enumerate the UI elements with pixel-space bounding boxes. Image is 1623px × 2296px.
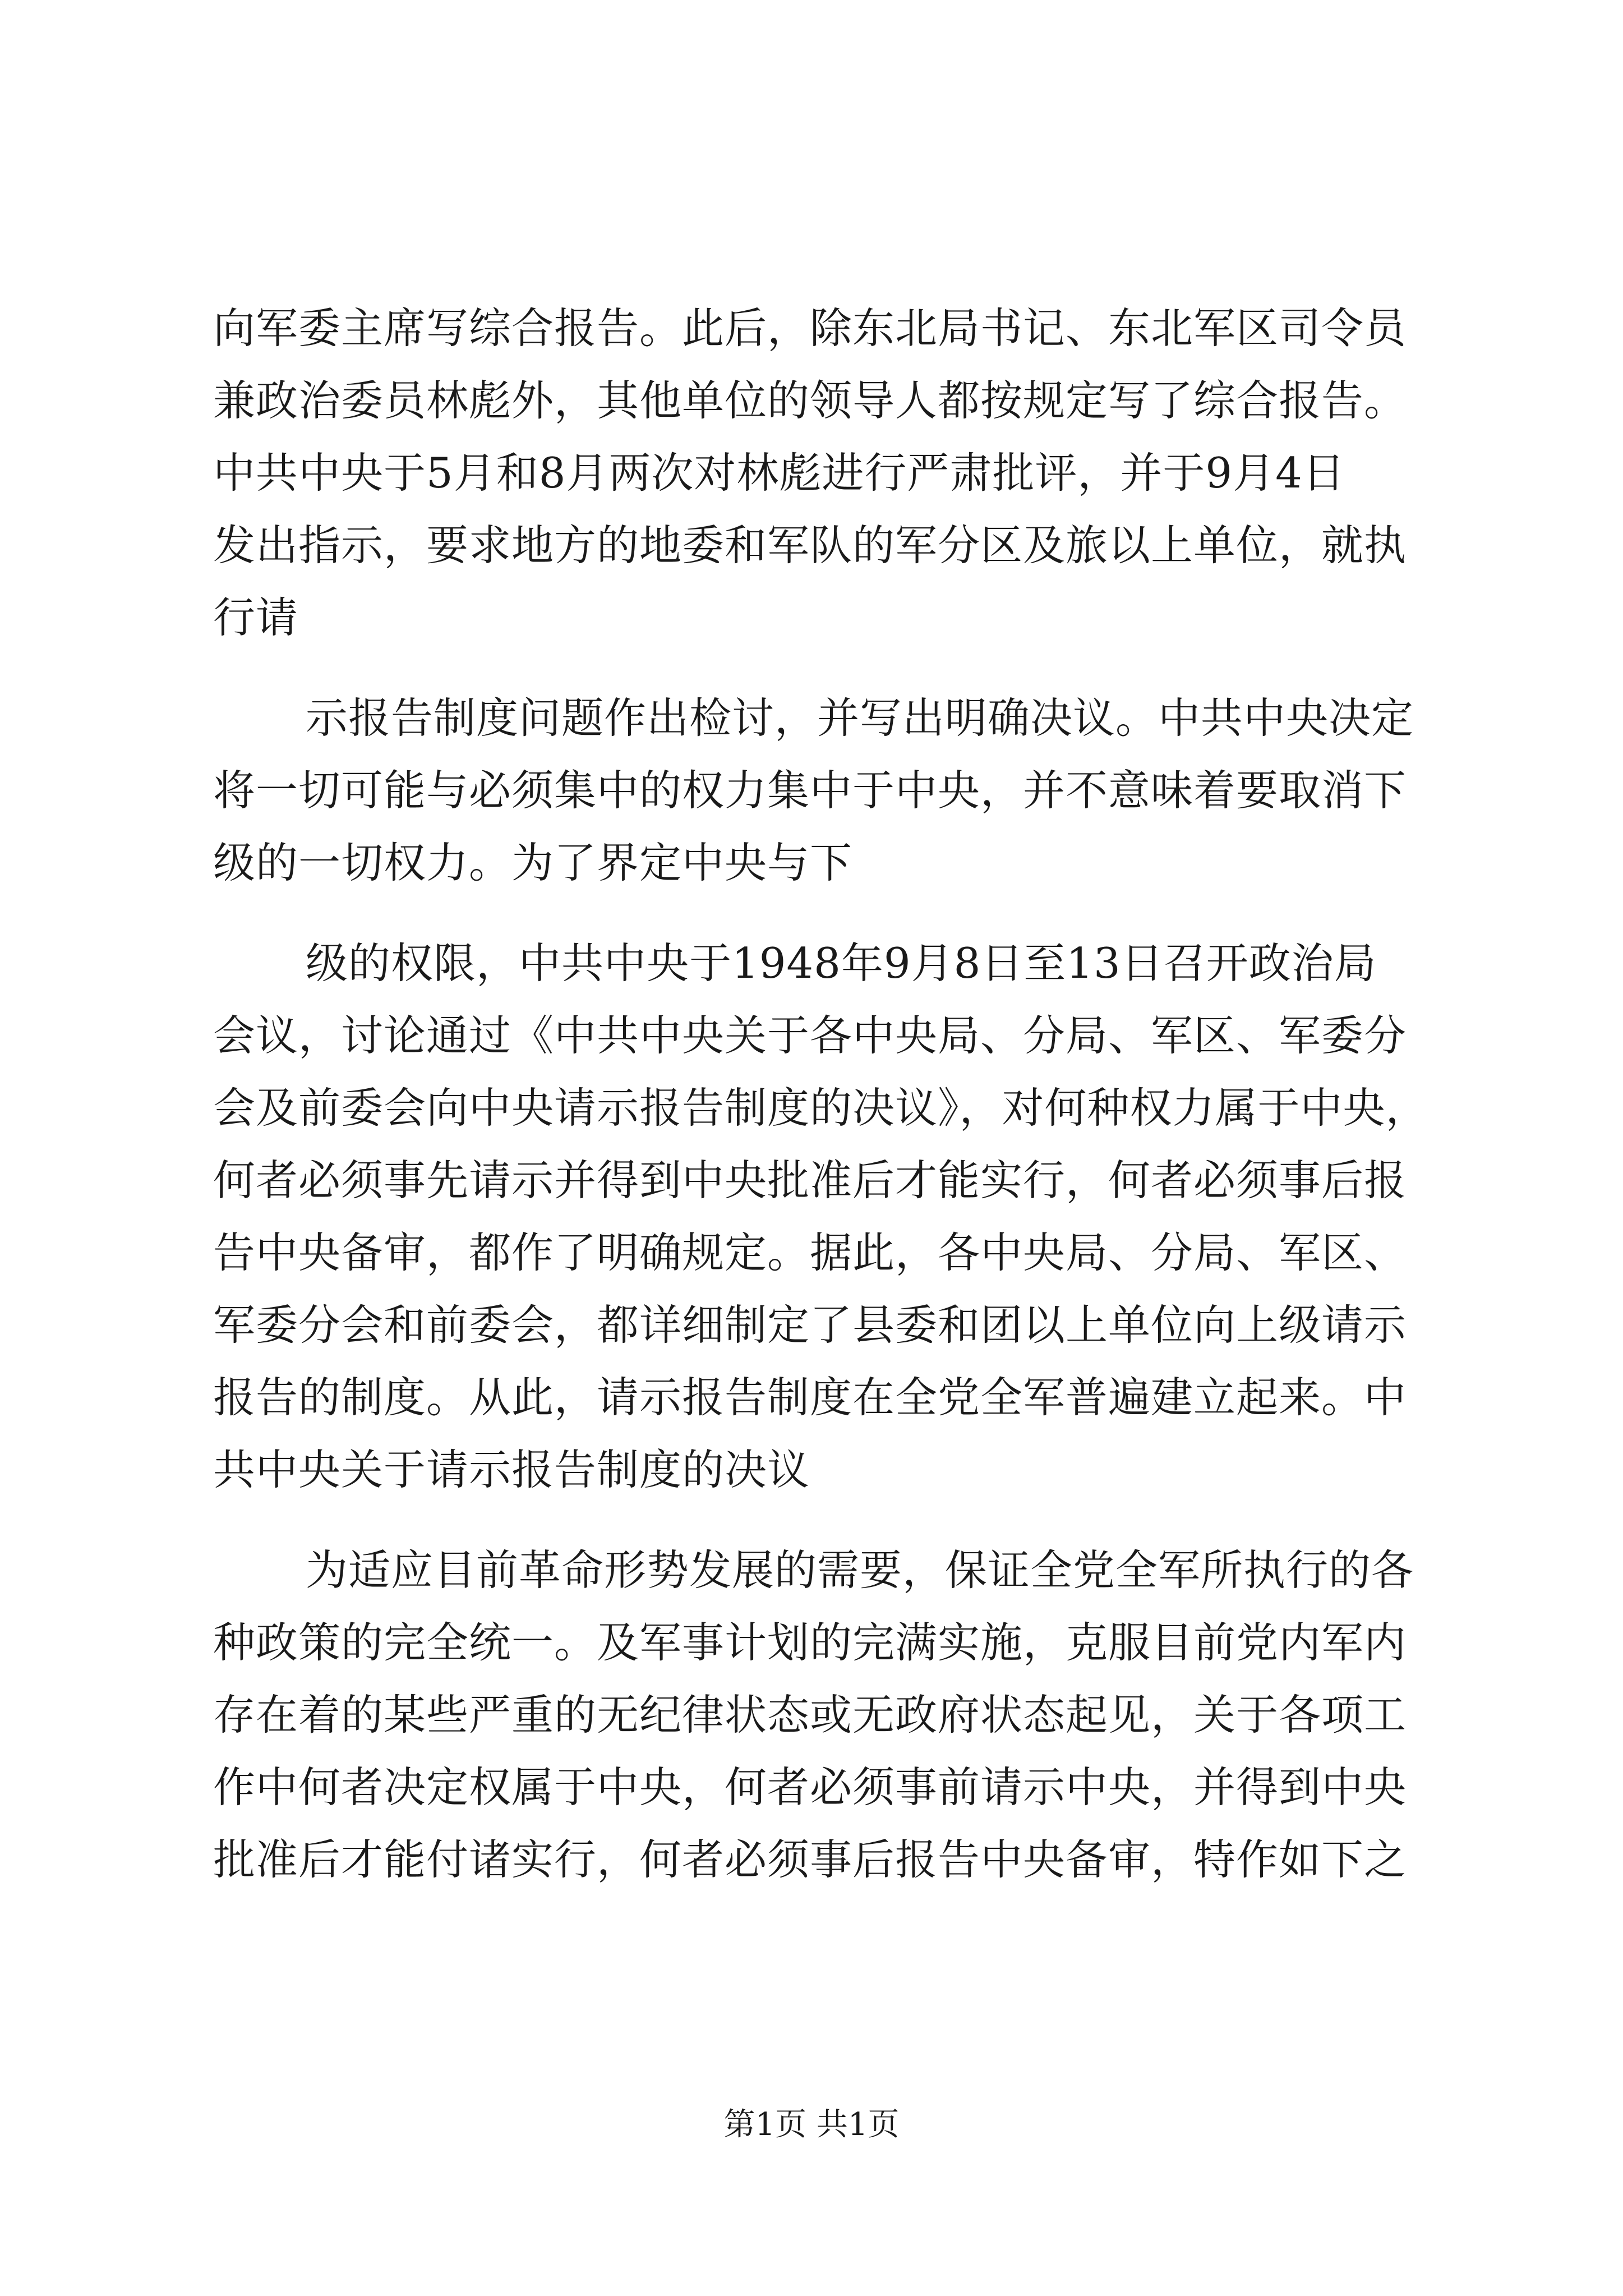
text-line: 将一切可能与必须集中的权力集中于中央，并不意味着要取消下 [213,766,1407,815]
paragraph-first-line: 为适应目前革命形势发展的需要，保证全党全军所执行的各 [306,1545,1414,1595]
text-line: 告中央备审，都作了明确规定。据此，各中央局、分局、军区、 [213,1228,1407,1277]
text-line: 作中何者决定权属于中央，何者必须事前请示中央，并得到中央 [213,1763,1407,1812]
text-line: 发出指示，要求地方的地委和军队的军分区及旅以上单位，就执 [213,521,1407,570]
text-line: 批准后才能付诸实行，何者必须事后报告中央备审，特作如下之 [213,1835,1407,1884]
text-line: 报告的制度。从此，请示报告制度在全党全军普遍建立起来。中 [213,1373,1407,1422]
text-line: 会及前委会向中央请示报告制度的决议》，对何种权力属于中央， [213,1083,1428,1133]
paragraph-first-line: 示报告制度问题作出检讨，并写出明确决议。中共中央决定 [306,693,1414,743]
text-line: 存在着的某些严重的无纪律状态或无政府状态起见，关于各项工 [213,1690,1407,1740]
text-line: 何者必须事先请示并得到中央批准后才能实行，何者必须事后报 [213,1156,1407,1205]
text-line: 级的一切权力。为了界定中央与下 [213,838,853,887]
text-line: 兼政治委员林彪外，其他单位的领导人都按规定写了综合报告。 [213,376,1407,425]
text-line: 向军委主席写综合报告。此后，除东北局书记、东北军区司令员 [213,303,1407,353]
text-line: 行请 [213,593,299,642]
text-line: 中共中央于5月和8月两次对林彪进行严肃批评，并于9月4日 [213,448,1345,498]
text-line: 会议，讨论通过《中共中央关于各中央局、分局、军区、军委分 [213,1011,1407,1060]
text-line: 共中央关于请示报告制度的决议 [213,1445,810,1494]
paragraph-first-line: 级的权限，中共中央于1948年9月8日至13日召开政治局 [306,938,1377,988]
text-line: 种政策的完全统一。及军事计划的完满实施，克服目前党内军内 [213,1618,1407,1667]
page-number-footer: 第1页 共1页 [723,2106,900,2143]
text-line: 军委分会和前委会，都详细制定了县委和团以上单位向上级请示 [213,1300,1407,1350]
